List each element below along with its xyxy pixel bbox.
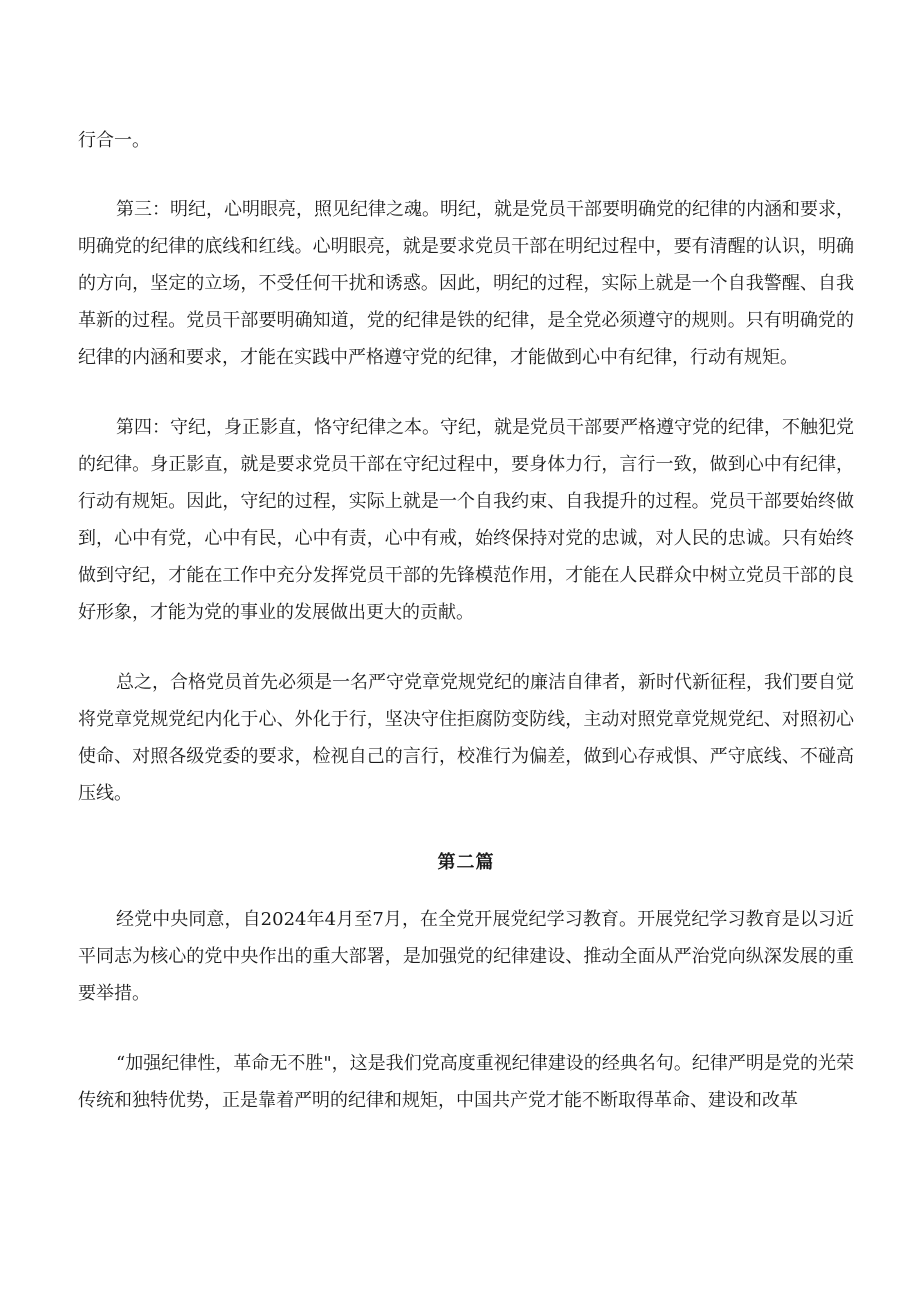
continuation-text: 行合一。 [78,130,150,151]
document-page [78,122,854,1119]
section2-paragraph-1: 经党中央同意，自2024年4月至7月，在全党开展党纪学习教育。开展党纪学习教育是以习近平同志为核心的党中央作出的重大部署，是加强党的纪律建设、推动全面从严治党向纵深发展的重要举措。 [78,909,854,1004]
paragraph-point-four: 第四：守纪，身正影直，恪守纪律之本。守纪，就是党员干部要严格遵守党的纪律，不触犯党的纪律。身正影直，就是要求党员干部在守纪过程中，要身体力行，言行一致，做到心中有纪律，行动有规矩。因此，守纪的过程，实际上就是一个自我约束、自我提升的过程。党员干部要始终做到，心中有党，心中有民，心中有责，心中有戒，始终保持对党的忠诚，对人民的忠诚。只有始终做到守纪，才能在工作中充分发挥党员干部的先锋模范作用，才能在人民群众中树立党员干部的良好形象，才能为党的事业的发展做出更大的贡献。 [78,417,854,623]
section-title: 第二篇 [437,852,495,873]
section2-paragraph-2: “加强纪律性，革命无不胜"，这是我们党高度重视纪律建设的经典名句。纪律严明是党的光荣传统和独特优势，正是靠着严明的纪律和规矩，中国共产党才能不断取得革命、建设和改革 [78,1053,854,1111]
paragraph-conclusion: 总之，合格党员首先必须是一名严守党章党规党纪的廉洁自律者，新时代新征程，我们要自觉将党章党规党纪内化于心、外化于行，坚决守住拒腐防变防线，主动对照党章党规党纪、对照初心使命、对照各级党委的要求，检视自己的言行，校准行为偏差，做到心存戒惧、严守底线、不碰高压线。 [78,672,854,804]
paragraph-point-three: 第三：明纪，心明眼亮，照见纪律之魂。明纪，就是党员干部要明确党的纪律的内涵和要求，明确党的纪律的底线和红线。心明眼亮，就是要求党员干部在明纪过程中，要有清醒的认识，明确的方向，坚定的立场，不受任何干扰和诱惑。因此，明纪的过程，实际上就是一个自我警醒、自我革新的过程。党员干部要明确知道，党的纪律是铁的纪律，是全党必须遵守的规则。只有明确党的纪律的内涵和要求，才能在实践中严格遵守党的纪律，才能做到心中有纪律，行动有规矩。 [78,199,854,368]
